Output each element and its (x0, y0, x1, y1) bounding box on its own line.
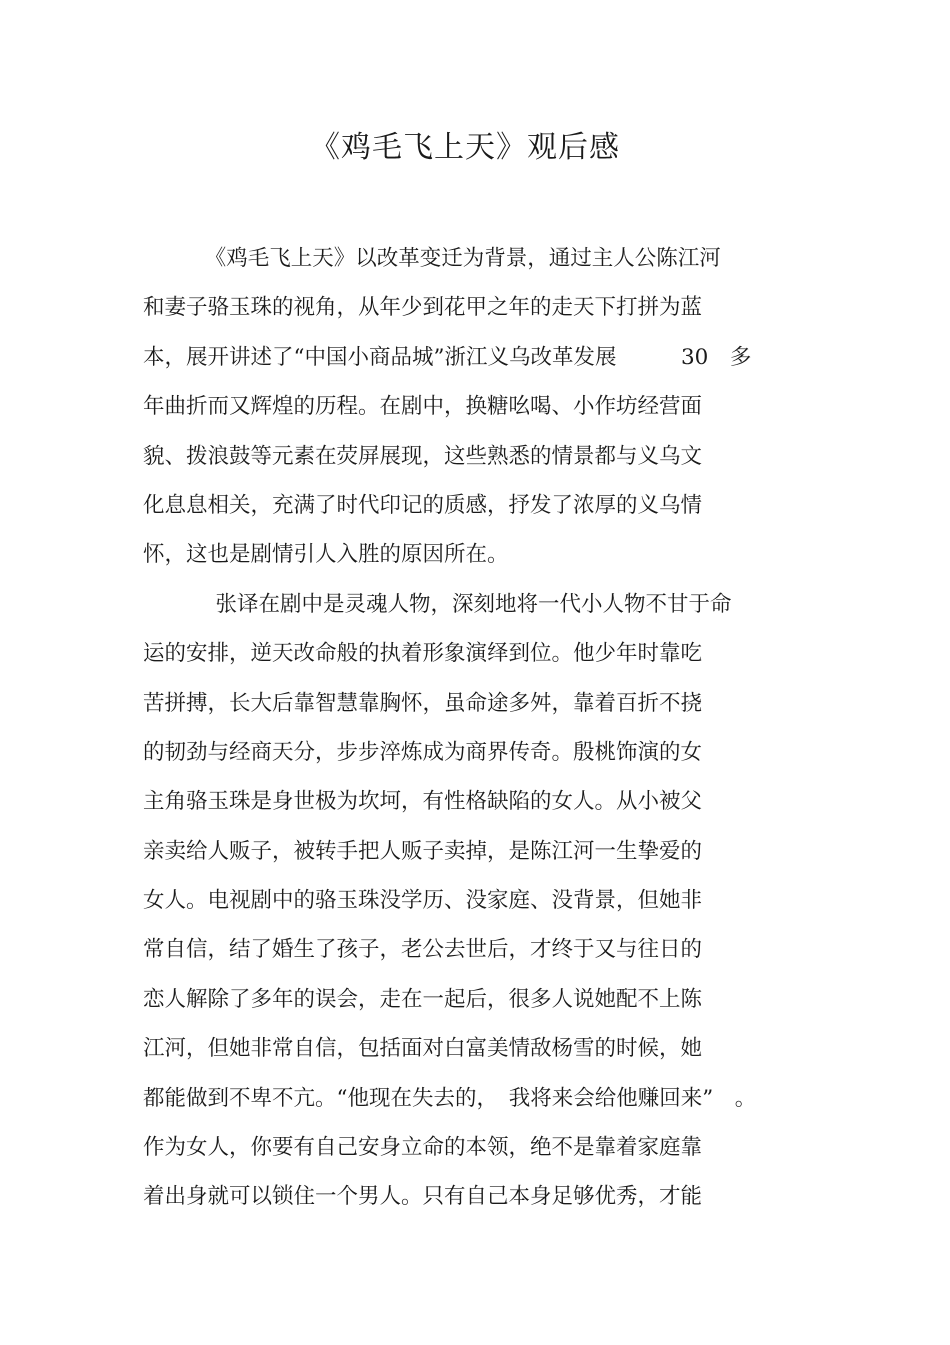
text-line: 主角骆玉珠是身世极为坎坷，有性格缺陷的女人。从小被父 (143, 789, 703, 815)
text-line: 貌、拨浪鼓等元素在荧屏展现，这些熟悉的情景都与义乌文 (143, 443, 703, 469)
text-line: 化息息相关，充满了时代印记的质感，抒发了浓厚的义乌情 (143, 492, 703, 518)
text-line: 运的安排，逆天改命般的执着形象演绎到位。他少年时靠吃 (143, 641, 703, 667)
text-line: 怀，这也是剧情引人入胜的原因所在。 (143, 542, 509, 568)
document-title: 《鸡毛飞上天》观后感 (310, 130, 620, 165)
text-line: 作为女人，你要有自己安身立命的本领，绝不是靠着家庭靠 (143, 1135, 703, 1161)
text-line: 的韧劲与经商天分，步步淬炼成为商界传奇。殷桃饰演的女 (143, 739, 703, 765)
text-line: 《鸡毛飞上天》以改革变迁为背景，通过主人公陈江河 (194, 246, 721, 271)
text-line: 年曲折而又辉煌的历程。在剧中，换糖吆喝、小作坊经营面 (143, 394, 703, 420)
text-line: 本，展开讲述了“中国小商品城”浙江义乌改革发展 30 多 (143, 344, 752, 370)
text-line: 恋人解除了多年的误会，走在一起后，很多人说她配不上陈 (143, 986, 703, 1012)
text-line: 女人。电视剧中的骆玉珠没学历、没家庭、没背景，但她非 (143, 888, 703, 914)
document-body (143, 236, 823, 1224)
text-line: 和妻子骆玉珠的视角，从年少到花甲之年的走天下打拼为蓝 (143, 295, 703, 321)
text-line: 着出身就可以锁住一个男人。只有自己本身足够优秀，才能 (143, 1184, 703, 1210)
text-line: 常自信，结了婚生了孩子，老公去世后，才终于又与往日的 (143, 937, 703, 963)
text-line: 江河，但她非常自信，包括面对白富美情敌杨雪的时候，她 (143, 1036, 703, 1062)
text-line: 张译在剧中是灵魂人物，深刻地将一代小人物不甘于命 (194, 591, 732, 617)
text-line: 苦拼搏，长大后靠智慧靠胸怀，虽命途多舛，靠着百折不挠 (143, 690, 703, 716)
text-line: 都能做到不卑不亢。“他现在失去的， 我将来会给他赚回来” 。 (143, 1085, 757, 1111)
text-line: 亲卖给人贩子，被转手把人贩子卖掉，是陈江河一生挚爱的 (143, 838, 703, 864)
